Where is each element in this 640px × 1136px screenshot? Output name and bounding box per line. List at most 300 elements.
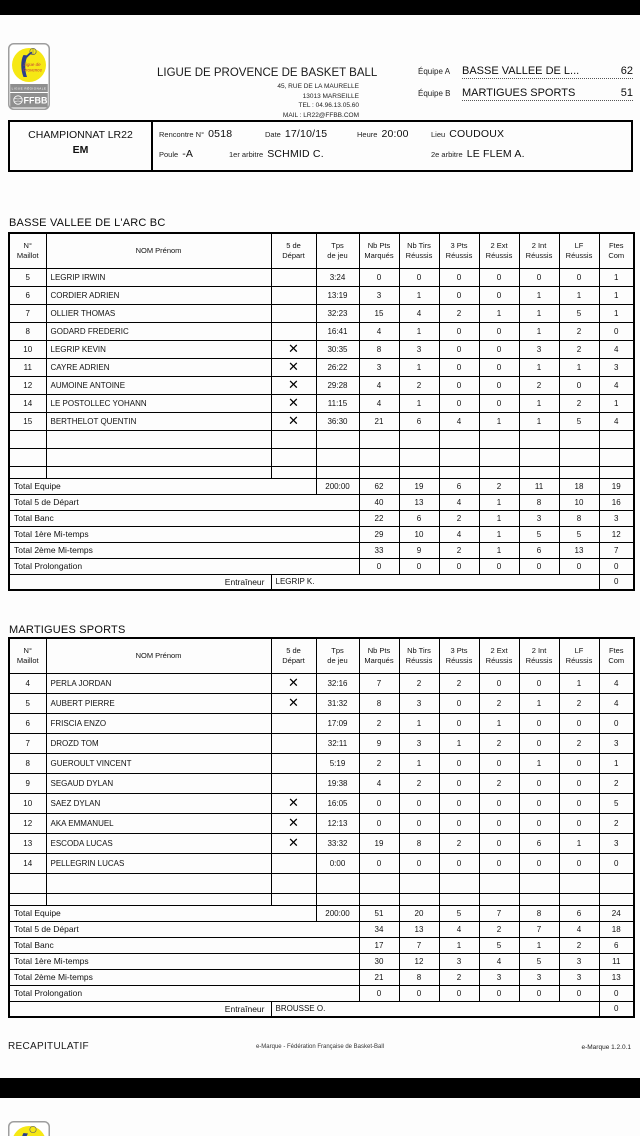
player-stat-cell: 0 <box>359 813 399 833</box>
league-header <box>157 67 378 120</box>
player-time-cell: 16:05 <box>316 793 359 813</box>
total-row <box>9 937 634 953</box>
total-stat-cell: 11 <box>519 478 559 494</box>
player-number-cell: 15 <box>9 412 46 430</box>
player-stat-cell: 6 <box>399 412 439 430</box>
player-stat-cell: 1 <box>519 394 559 412</box>
player-stat-cell: 0 <box>599 853 634 873</box>
player-stat-cell: 2 <box>519 376 559 394</box>
player-stat-cell: 0 <box>479 286 519 304</box>
total-stat-cell: 7 <box>519 921 559 937</box>
player-stat-cell: 0 <box>439 322 479 340</box>
team-b-stats-table <box>8 637 635 1018</box>
empty-cell <box>519 893 559 905</box>
total-stat-cell: 5 <box>439 905 479 921</box>
total-stat-cell: 20 <box>399 905 439 921</box>
total-label-cell: Total Prolongation <box>9 558 359 574</box>
total-label-cell: Total 2ème Mi-temps <box>9 969 359 985</box>
player-stat-cell: 0 <box>559 268 599 286</box>
total-stat-cell: 0 <box>399 985 439 1001</box>
player-stat-cell: 0 <box>399 853 439 873</box>
player-stat-cell: 5 <box>599 793 634 813</box>
player-stat-cell: 1 <box>519 304 559 322</box>
player-stat-cell: 2 <box>439 833 479 853</box>
player-stat-cell: 2 <box>559 733 599 753</box>
player-row <box>9 358 634 376</box>
player-name-cell: CAYRE ADRIEN <box>46 358 271 376</box>
player-number-cell: 14 <box>9 853 46 873</box>
match-place-field: Lieu COUDOUX <box>431 128 505 140</box>
logo-circle-text-2: Provence <box>22 67 43 73</box>
total-stat-cell: 0 <box>479 985 519 1001</box>
column-header-line: Com <box>608 250 625 260</box>
total-stat-cell: 7 <box>599 542 634 558</box>
total-stat-cell: 0 <box>559 985 599 1001</box>
team-b-score-row <box>418 87 633 109</box>
total-stat-cell: 4 <box>479 953 519 969</box>
total-stat-cell: 17 <box>359 937 399 953</box>
player-stat-cell: 4 <box>359 376 399 394</box>
player-stat-cell: 9 <box>359 733 399 753</box>
player-stat-cell: 0 <box>599 713 634 733</box>
coach-fouls-cell: 0 <box>599 1001 634 1017</box>
player-time-cell: 3:24 <box>316 268 359 286</box>
total-time-cell: 200:00 <box>316 905 359 921</box>
empty-cell <box>46 466 271 478</box>
empty-cell <box>519 430 559 448</box>
column-header <box>46 233 271 268</box>
player-name-cell: LEGRIP KEVIN <box>46 340 271 358</box>
empty-cell <box>479 466 519 478</box>
empty-cell <box>439 430 479 448</box>
empty-cell <box>271 893 316 905</box>
player-name-cell: OLLIER THOMAS <box>46 304 271 322</box>
player-number-cell: 12 <box>9 376 46 394</box>
player-stat-cell: 0 <box>439 813 479 833</box>
player-stat-cell: 2 <box>559 322 599 340</box>
player-stat-cell: 1 <box>559 833 599 853</box>
column-header-line: Ftes <box>608 646 624 655</box>
player-stat-cell: 0 <box>439 268 479 286</box>
team-b-label: Équipe B <box>418 89 451 98</box>
player-stat-cell: 1 <box>519 412 559 430</box>
total-stat-cell: 29 <box>359 526 399 542</box>
column-header <box>559 233 599 268</box>
team-b-score: 51 <box>620 87 633 99</box>
player-stat-cell: 7 <box>359 673 399 693</box>
column-header-line: Réussis <box>405 250 433 260</box>
player-row <box>9 853 634 873</box>
player-stat-cell: 1 <box>559 673 599 693</box>
player-stat-cell: 3 <box>399 693 439 713</box>
player-row <box>9 733 634 753</box>
empty-cell <box>271 873 316 893</box>
total-stat-cell: 0 <box>519 558 559 574</box>
player-number-cell: 14 <box>9 394 46 412</box>
empty-cell <box>399 873 439 893</box>
player-stat-cell: 5 <box>559 304 599 322</box>
ffbb-badge-graphic <box>8 43 50 110</box>
player-stat-cell: 3 <box>359 358 399 376</box>
player-time-cell: 33:32 <box>316 833 359 853</box>
player-number-cell: 11 <box>9 358 46 376</box>
player-stat-cell: 0 <box>359 853 399 873</box>
total-stat-cell: 3 <box>519 510 559 526</box>
player-stat-cell: 0 <box>479 340 519 358</box>
player-stat-cell: 0 <box>479 833 519 853</box>
player-start-cell <box>271 268 316 286</box>
player-stat-cell: 0 <box>439 358 479 376</box>
player-time-cell: 31:32 <box>316 693 359 713</box>
player-stat-cell: 1 <box>519 753 559 773</box>
player-stat-cell: 4 <box>599 376 634 394</box>
column-header-line: N° <box>23 241 32 250</box>
column-header-line: Ftes <box>608 241 624 250</box>
player-row <box>9 773 634 793</box>
total-stat-cell: 1 <box>439 937 479 953</box>
empty-cell <box>9 448 46 466</box>
player-stat-cell: 1 <box>399 394 439 412</box>
player-name-cell: GUEROULT VINCENT <box>46 753 271 773</box>
player-stat-cell: 0 <box>439 340 479 358</box>
player-stat-cell: 8 <box>359 340 399 358</box>
total-label-cell: Total 1ère Mi-temps <box>9 953 359 969</box>
player-time-cell: 13:19 <box>316 286 359 304</box>
team-b-title: MARTIGUES SPORTS <box>9 624 126 636</box>
empty-cell <box>599 430 634 448</box>
player-stat-cell: 1 <box>479 713 519 733</box>
total-stat-cell: 33 <box>359 542 399 558</box>
address-line: 45, RUE DE LA MAURELLE <box>277 83 359 90</box>
empty-cell <box>599 466 634 478</box>
player-start-cell: ✕ <box>271 394 316 412</box>
championship-name: CHAMPIONNAT LR22 <box>28 129 133 141</box>
player-stat-cell: 0 <box>439 394 479 412</box>
player-stat-cell: 1 <box>519 286 559 304</box>
player-start-cell: ✕ <box>271 793 316 813</box>
empty-cell <box>599 873 634 893</box>
column-header-line: Réussis <box>405 655 433 665</box>
total-stat-cell: 0 <box>359 558 399 574</box>
total-row <box>9 921 634 937</box>
player-stat-cell: 1 <box>599 286 634 304</box>
player-name-cell: SEGAUD DYLAN <box>46 773 271 793</box>
player-stat-cell: 2 <box>479 693 519 713</box>
total-stat-cell: 22 <box>359 510 399 526</box>
player-stat-cell: 0 <box>439 773 479 793</box>
player-number-cell: 8 <box>9 322 46 340</box>
empty-cell <box>559 893 599 905</box>
total-stat-cell: 3 <box>479 969 519 985</box>
player-start-cell <box>271 773 316 793</box>
empty-cell <box>399 893 439 905</box>
player-name-cell: GODARD FREDERIC <box>46 322 271 340</box>
championship-cell <box>10 122 153 170</box>
player-stat-cell: 4 <box>599 673 634 693</box>
column-header-line: 2 Ext <box>490 646 508 655</box>
match-time-field: Heure 20:00 <box>357 128 409 140</box>
total-row <box>9 526 634 542</box>
column-header-line: Tps <box>331 241 344 250</box>
player-time-cell: 32:11 <box>316 733 359 753</box>
player-stat-cell: 0 <box>519 713 559 733</box>
player-number-cell: 13 <box>9 833 46 853</box>
empty-cell <box>46 893 271 905</box>
league-address <box>157 82 359 120</box>
player-number-cell: 12 <box>9 813 46 833</box>
player-stat-cell: 5 <box>559 412 599 430</box>
column-header-line: 5 de <box>286 646 301 655</box>
total-stat-cell: 0 <box>599 985 634 1001</box>
column-header <box>9 233 46 268</box>
empty-cell <box>399 448 439 466</box>
player-name-cell: CORDIER ADRIEN <box>46 286 271 304</box>
player-stat-cell: 0 <box>599 322 634 340</box>
player-stat-cell: 3 <box>399 340 439 358</box>
column-header <box>439 638 479 673</box>
player-row <box>9 793 634 813</box>
player-name-cell: DROZD TOM <box>46 733 271 753</box>
column-header <box>271 233 316 268</box>
player-name-cell: SAEZ DYLAN <box>46 793 271 813</box>
column-header-line: LF <box>574 241 584 250</box>
total-label-cell: Total 1ère Mi-temps <box>9 526 359 542</box>
player-number-cell: 5 <box>9 268 46 286</box>
total-stat-cell: 6 <box>559 905 599 921</box>
column-header-line: 3 Pts <box>450 646 468 655</box>
player-time-cell: 36:30 <box>316 412 359 430</box>
total-stat-cell: 13 <box>399 921 439 937</box>
player-name-cell: AUMOINE ANTOINE <box>46 376 271 394</box>
empty-cell <box>316 893 359 905</box>
empty-cell <box>46 430 271 448</box>
column-header <box>599 638 634 673</box>
player-stat-cell: 0 <box>519 733 559 753</box>
empty-cell <box>559 466 599 478</box>
column-header-line: Réussis <box>525 655 553 665</box>
player-stat-cell: 3 <box>599 833 634 853</box>
player-time-cell: 11:15 <box>316 394 359 412</box>
total-stat-cell: 0 <box>359 985 399 1001</box>
total-stat-cell: 12 <box>399 953 439 969</box>
total-stat-cell: 4 <box>439 526 479 542</box>
player-stat-cell: 0 <box>559 376 599 394</box>
empty-row <box>9 448 634 466</box>
empty-cell <box>271 466 316 478</box>
player-stat-cell: 2 <box>599 813 634 833</box>
player-stat-cell: 1 <box>399 322 439 340</box>
total-stat-cell: 9 <box>399 542 439 558</box>
player-start-cell: ✕ <box>271 376 316 394</box>
empty-cell <box>599 448 634 466</box>
player-stat-cell: 0 <box>519 793 559 813</box>
total-stat-cell: 7 <box>479 905 519 921</box>
total-stat-cell: 3 <box>519 969 559 985</box>
player-stat-cell: 1 <box>399 286 439 304</box>
player-stat-cell: 1 <box>399 358 439 376</box>
player-stat-cell: 4 <box>599 693 634 713</box>
player-stat-cell: 1 <box>599 304 634 322</box>
player-stat-cell: 0 <box>399 268 439 286</box>
empty-cell <box>359 448 399 466</box>
player-stat-cell: 1 <box>399 753 439 773</box>
total-stat-cell: 18 <box>559 478 599 494</box>
column-header-line: Tps <box>331 646 344 655</box>
coach-row <box>9 1001 634 1017</box>
column-header-line: 2 Int <box>531 241 547 250</box>
total-stat-cell: 1 <box>519 937 559 953</box>
total-label-cell: Total 2ème Mi-temps <box>9 542 359 558</box>
column-header-line: Com <box>608 655 625 665</box>
ffbb-badge-graphic-partial <box>8 1121 50 1136</box>
column-header-line: Réussis <box>565 250 593 260</box>
column-header <box>559 638 599 673</box>
column-header-line: Réussis <box>445 655 473 665</box>
total-stat-cell: 13 <box>599 969 634 985</box>
player-stat-cell: 4 <box>439 412 479 430</box>
player-number-cell: 7 <box>9 733 46 753</box>
player-start-cell: ✕ <box>271 693 316 713</box>
empty-cell <box>271 430 316 448</box>
total-stat-cell: 3 <box>559 969 599 985</box>
player-start-cell: ✕ <box>271 340 316 358</box>
empty-cell <box>439 873 479 893</box>
total-stat-cell: 6 <box>599 937 634 953</box>
total-stat-cell: 7 <box>399 937 439 953</box>
player-stat-cell: 19 <box>359 833 399 853</box>
total-stat-cell: 62 <box>359 478 399 494</box>
column-header-line: de jeu <box>327 655 348 665</box>
player-start-cell: ✕ <box>271 673 316 693</box>
empty-cell <box>359 873 399 893</box>
player-stat-cell: 0 <box>479 268 519 286</box>
column-header-line: Départ <box>282 655 305 665</box>
scoresheet-page <box>0 15 640 1078</box>
empty-cell <box>519 873 559 893</box>
player-stat-cell: 2 <box>399 376 439 394</box>
player-stat-cell: 4 <box>599 412 634 430</box>
column-header <box>399 638 439 673</box>
column-header-line: NOM Prénom <box>135 245 182 255</box>
empty-cell <box>9 466 46 478</box>
total-stat-cell: 10 <box>399 526 439 542</box>
column-header-line: 2 Ext <box>490 241 508 250</box>
league-name: LIGUE DE PROVENCE DE BASKET BALL <box>157 67 378 79</box>
player-start-cell <box>271 753 316 773</box>
player-stat-cell: 0 <box>399 793 439 813</box>
column-header-line: Réussis <box>525 250 553 260</box>
total-row <box>9 542 634 558</box>
player-stat-cell: 0 <box>559 793 599 813</box>
player-stat-cell: 0 <box>479 793 519 813</box>
total-row <box>9 478 634 494</box>
empty-cell <box>399 430 439 448</box>
empty-cell <box>559 430 599 448</box>
column-header <box>519 638 559 673</box>
total-stat-cell: 6 <box>399 510 439 526</box>
column-header-line: LF <box>574 646 584 655</box>
player-stat-cell: 0 <box>479 376 519 394</box>
column-header <box>316 233 359 268</box>
player-stat-cell: 2 <box>359 713 399 733</box>
player-stat-cell: 3 <box>599 733 634 753</box>
team-a-title: BASSE VALLEE DE L'ARC BC <box>9 217 166 229</box>
total-stat-cell: 1 <box>479 510 519 526</box>
empty-cell <box>479 893 519 905</box>
player-row <box>9 833 634 853</box>
total-stat-cell: 1 <box>479 526 519 542</box>
total-stat-cell: 3 <box>559 953 599 969</box>
player-stat-cell: 0 <box>559 753 599 773</box>
total-label-cell: Total Prolongation <box>9 985 359 1001</box>
column-header <box>9 638 46 673</box>
column-header-line: Maillot <box>16 655 39 665</box>
total-stat-cell: 8 <box>559 510 599 526</box>
player-stat-cell: 0 <box>439 793 479 813</box>
player-number-cell: 6 <box>9 713 46 733</box>
player-row <box>9 304 634 322</box>
player-time-cell: 30:35 <box>316 340 359 358</box>
total-stat-cell: 51 <box>359 905 399 921</box>
match-number-field: Rencontre N° 0518 <box>159 128 233 140</box>
player-number-cell: 9 <box>9 773 46 793</box>
column-header-line: 3 Pts <box>450 241 468 250</box>
footer-app-label: e-Marque - Fédération Française de Basket-Ball <box>255 1044 385 1050</box>
player-time-cell: 19:38 <box>316 773 359 793</box>
column-header-line: Nb Tirs <box>407 646 431 655</box>
player-name-cell: AUBERT PIERRE <box>46 693 271 713</box>
player-row <box>9 376 634 394</box>
player-stat-cell: 0 <box>519 673 559 693</box>
empty-cell <box>599 893 634 905</box>
total-stat-cell: 6 <box>439 478 479 494</box>
player-time-cell: 16:41 <box>316 322 359 340</box>
total-stat-cell: 0 <box>479 558 519 574</box>
player-stat-cell: 8 <box>359 693 399 713</box>
ffbb-wordmark: FFBB <box>23 95 48 106</box>
empty-cell <box>359 893 399 905</box>
empty-cell <box>46 448 271 466</box>
total-stat-cell: 3 <box>439 953 479 969</box>
player-stat-cell: 1 <box>599 394 634 412</box>
total-label-cell: Total 5 de Départ <box>9 921 359 937</box>
player-stat-cell: 2 <box>399 673 439 693</box>
player-start-cell <box>271 322 316 340</box>
player-stat-cell: 0 <box>399 813 439 833</box>
player-stat-cell: 0 <box>439 693 479 713</box>
player-stat-cell: 0 <box>479 673 519 693</box>
team-a-name: BASSE VALLEE DE L... <box>462 65 580 77</box>
total-stat-cell: 0 <box>439 985 479 1001</box>
column-header-line: Marqués <box>364 655 394 665</box>
total-time-cell: 200:00 <box>316 478 359 494</box>
column-header-line: Maillot <box>16 250 39 260</box>
match-info-box <box>8 120 633 172</box>
empty-cell <box>359 430 399 448</box>
empty-row <box>9 430 634 448</box>
player-stat-cell: 2 <box>479 733 519 753</box>
column-header-line: N° <box>23 646 32 655</box>
total-stat-cell: 2 <box>479 921 519 937</box>
player-stat-cell: 2 <box>559 394 599 412</box>
coach-label-cell: Entraîneur <box>9 574 271 590</box>
total-stat-cell: 2 <box>439 510 479 526</box>
empty-cell <box>399 466 439 478</box>
player-name-cell: ESCODA LUCAS <box>46 833 271 853</box>
player-start-cell: ✕ <box>271 833 316 853</box>
empty-cell <box>359 466 399 478</box>
player-stat-cell: 2 <box>479 773 519 793</box>
